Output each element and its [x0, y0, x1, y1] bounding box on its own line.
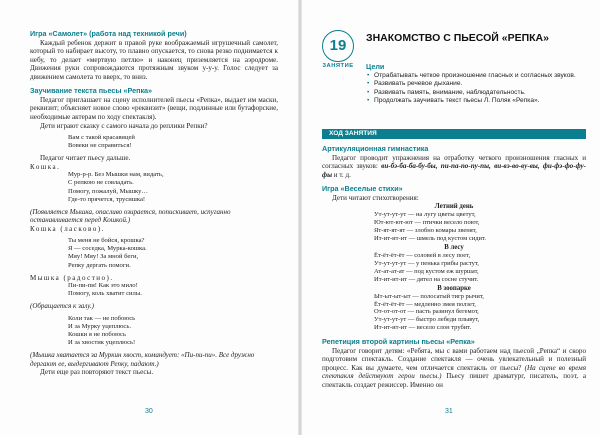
verse-line: И за хвостик уцеплюсь!	[68, 339, 136, 347]
verse-line: Вовеки не справиться!	[68, 142, 132, 150]
verse	[68, 315, 278, 347]
goal-item: • Отрабатывать четкое произношение гласных и согласных звуков.	[366, 72, 586, 80]
speaker-name: Кошка (ласково).	[30, 224, 105, 233]
page-number: 30	[145, 408, 153, 415]
poem-line: Ит-ит-ит-ит — весело слон трубит.	[374, 324, 472, 332]
verse-line: Помогу, коль хватит силы.	[68, 290, 142, 298]
verse-line: Репку дергать помоги.	[68, 261, 131, 269]
paragraph: Педагог приглашает на сцену исполнителей пьесы «Репка», выдает им маски, реквизит; объясняет новое слово «реквизит» (вещи, подлинные или бутафорские, необходимые актерам по ходу спектакля).	[30, 95, 278, 122]
verse-line: Вам с такой красавицей	[68, 134, 135, 142]
poem-line: Ёт-ёт-ёт-ёт — медленно змея ползет,	[374, 300, 476, 308]
paragraph: Педагог читает пьесу дальше.	[40, 154, 131, 163]
paragraph: Педагог проводит упражнения на отработку четкого произношения гласных и согласных звуков: ви-бэ-ба-ба-бу-бы, пи-па-по-пу-пы, ви-вэ-во-ву-вы, фи-фэ-фо-фу-фы и т. д.	[322, 153, 586, 179]
paragraph: Дети еще раз повторяют текст пьесы.	[40, 368, 154, 377]
verse-line: Коли так — не побоюсь	[68, 314, 136, 322]
poem-line: Ут-ут-ут-ут — быстро лебеди плывут,	[374, 316, 480, 324]
poem-title: Летний день	[434, 203, 474, 211]
section-heading: Игра «Самолет» (работа над техникой речи)	[30, 29, 187, 38]
poem-line: Ёт-ёт-ёт-ёт — соловей в лесу поет,	[374, 252, 471, 259]
section-heading: Артикуляционная гимнастика	[322, 144, 429, 153]
poem-line: Ют-ют-ют-ют — птички весело поют,	[374, 219, 480, 227]
paragraph: Педагог говорит детям: «Ребята, мы с вами работаем над пьесой „Репка“ и скоро подготовим спектакль. Создание спектакля — очень увлекательный и полезный процесс. Как вы думаете, чем отличается спектакль от пьесы? (На сцене во время спектакля действуют герои пьесы.) Пьесу пишет драматург, писатель, поэт, а спектакль создает режиссер. Именно он	[322, 346, 586, 389]
verse-line: Где-то прячется, трусишка!	[68, 195, 146, 203]
lesson-progress-bar: ХОД ЗАНЯТИЯ	[322, 129, 586, 139]
left-page-content	[30, 28, 278, 377]
verse	[68, 171, 278, 203]
verse-line: Мяу! Мяу! За мной беги,	[68, 253, 139, 261]
poem-line: Ят-ят-ят-ят — злобно комары звенят,	[374, 227, 477, 235]
section-heading: Заучивание текста пьесы «Репка»	[30, 86, 153, 96]
goal-item: • Продолжать заучивать текст пьесы Л. Поляк «Репка».	[366, 97, 586, 105]
stage-direction: (Мышка хватается за Муркин хвост, командует: «Пи-пи-пи». Все дружно дергают ее, выдергивают Репку, падают.)	[30, 351, 255, 368]
verse-line: И за Мурку уцеплюсь.	[68, 322, 132, 330]
lesson-title: ЗНАКОМСТВО С ПЬЕСОЙ «РЕПКА»	[366, 32, 549, 44]
section-heading: Репетиция второй картины пьесы «Репка»	[322, 337, 475, 347]
verse-line: Пи-пи-пи! Как это мило!	[68, 282, 138, 290]
poem-title: В зоопарке	[437, 284, 471, 292]
verse	[68, 237, 278, 269]
poem	[374, 202, 586, 332]
poem-line: От-от-от-от — пасть разинул бегемот,	[374, 308, 479, 316]
stage-direction: (Появляется Мышка, опасливо озирается, попискивает, испуганно останавливается перед Кошкой.)	[30, 207, 231, 225]
speaker-name: Кошка.	[30, 162, 61, 171]
paragraph: Дети читают стихотворения:	[332, 193, 419, 202]
goals-section	[366, 62, 586, 105]
lesson-label: ЗАНЯТИЕ	[322, 63, 354, 69]
goals-title: Цели	[366, 62, 385, 71]
page-number: 31	[445, 408, 453, 415]
verse-line: Я — соседка, Мурка-кошка.	[68, 245, 147, 253]
poem-line: Ит-ит-ит-ит — шмель под кустом сидит.	[374, 235, 486, 243]
poem-title: В лесу	[444, 244, 464, 251]
poem-line: Ит-ит-ит-ит — дятел на сосне стучит.	[374, 275, 479, 283]
poem-line: Ут-ут-ут-ут — на лугу цветы цветут,	[374, 211, 476, 219]
verse-line: Мур-р-р. Без Мышки нам, видать,	[68, 171, 164, 179]
paragraph: Каждый ребенок держит в правой руке воображаемый игрушечный самолет, который то набирает высоту, то плавно опускается, то снова резко поднимается к небу, то делает «мертвую петлю» и наконец приземляется на аэродроме. Движения руки сопровождаются протяжным звуком у-у-у. Голос следует за движением самолета то вверх, то вниз.	[30, 38, 278, 81]
verse	[68, 282, 278, 298]
speaker-name: Мышка (радостно).	[30, 273, 114, 282]
poem-line: Ыт-ыт-ыт-ыт — полосатый тигр рычит,	[374, 292, 484, 300]
paragraph: Дети играют сказку с самого начала до реплики Репки?	[40, 121, 208, 130]
goal-item: • Развивать память, внимание, наблюдательность.	[366, 89, 586, 97]
right-page	[300, 0, 600, 435]
verse-line: Кошки я не побоюсь	[68, 330, 126, 338]
verse-line: Ты меня не бойся, крошка?	[68, 237, 145, 245]
verse	[68, 134, 278, 150]
poem-line: Ат-ат-ат-ат — под кустом еж шуршат,	[374, 267, 479, 275]
goal-item: • Развивать речевое дыхание.	[366, 80, 586, 88]
verse-line: С репкою не совладать.	[68, 179, 134, 187]
right-page-content	[322, 143, 586, 389]
section-heading: Игра «Веселые стихи»	[322, 184, 403, 194]
stage-direction: (Обращается к залу.)	[30, 302, 95, 311]
poem-line: Ут-ут-ут-ут — у пенька грибы растут,	[374, 259, 479, 267]
verse-line: Помогу, пожалуй, Мышку…	[68, 187, 149, 195]
lesson-number-badge: 19	[322, 30, 354, 62]
